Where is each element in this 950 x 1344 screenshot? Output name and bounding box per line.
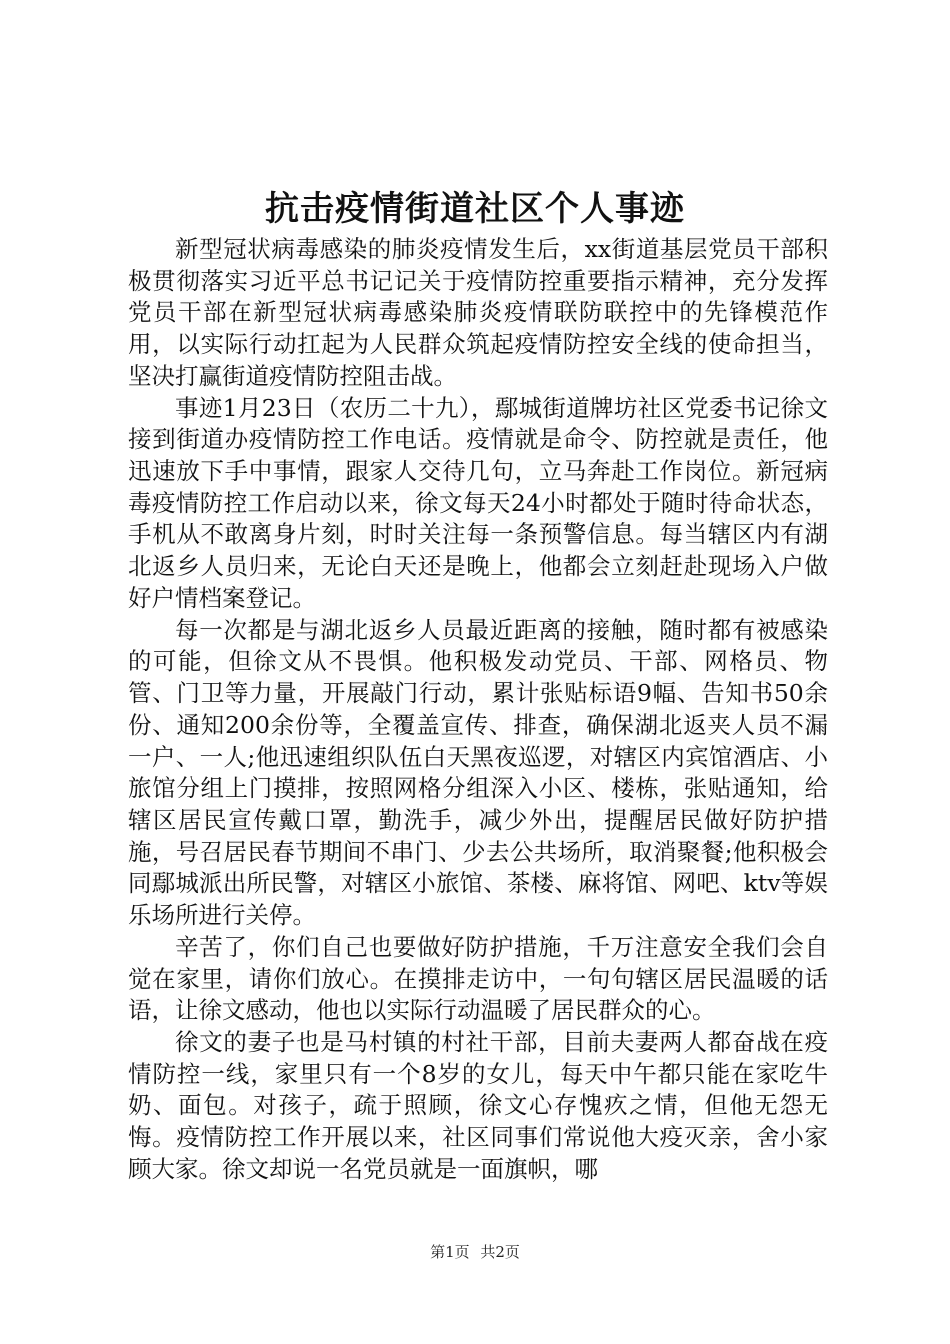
- page-footer: [0, 1242, 950, 1262]
- paragraph-1: 新型冠状病毒感染的肺炎疫情发生后，xx街道基层党员干部积极贯彻落实习近平总书记记关于疫情防控重要指示精神，充分发挥党员干部在新型冠状病毒感染肺炎疫情联防联控中的先锋模范作用，以实际行动扛起为人民群众筑起疫情防控安全线的使命担当，坚决打赢街道疫情防控阻击战。: [128, 235, 828, 390]
- paragraph-2: 事迹1月23日（农历二十九），鄢城街道牌坊社区党委书记徐文接到街道办疫情防控工作电话。疫情就是命令、防控就是责任，他迅速放下手中事情，跟家人交待几句，立马奔赴工作岗位。新冠病毒疫情防控工作启动以来，徐文每天24小时都处于随时待命状态，手机从不敢离身片刻，时时关注每一条预警信息。每当辖区内有湖北返乡人员归来，无论白天还是晚上，他都会立刻赶赴现场入户做好户情档案登记。: [128, 393, 828, 612]
- document-body: [128, 234, 828, 1194]
- paragraph-3: 每一次都是与湖北返乡人员最近距离的接触，随时都有被感染的可能，但徐文从不畏惧。他积极发动党员、干部、网格员、物管、门卫等力量，开展敲门行动，累计张贴标语9幅、告知书50余份、通知200余份等，全覆盖宣传、排查，确保湖北返夹人员不漏一户、一人;他迅速组织队伍白天黑夜巡逻，对辖区内宾馆酒店、小旅馆分组上门摸排，按照网格分组深入小区、楼栋，张贴通知，给辖区居民宣传戴口罩，勤洗手，减少外出，提醒居民做好防护措施，号召居民春节期间不串门、少去公共场所，取消聚餐;他积极会同鄢城派出所民警，对辖区小旅馆、茶楼、麻将馆、网吧、ktv等娱乐场所进行关停。: [128, 615, 828, 930]
- paragraph-5: 徐文的妻子也是马村镇的村社干部，目前夫妻两人都奋战在疫情防控一线，家里只有一个8岁的女儿，每天中午都只能在家吃牛奶、面包。对孩子，疏于照顾，徐文心存愧疚之情，但他无怨无悔。疫情防控工作开展以来，社区同事们常说他大疫灭亲，舍小家顾大家。徐文却说一名党员就是一面旗帜，哪: [128, 1027, 828, 1183]
- paragraph-4: 辛苦了，你们自己也要做好防护措施，千万注意安全我们会自觉在家里，请你们放心。在摸排走访中，一句句辖区居民温暖的话语，让徐文感动，他也以实际行动温暖了居民群众的心。: [128, 932, 828, 1025]
- document-title: 抗击疫情街道社区个人事迹: [265, 189, 685, 229]
- page-number: 第1页: [430, 1243, 470, 1261]
- page-total: 共2页: [480, 1243, 520, 1261]
